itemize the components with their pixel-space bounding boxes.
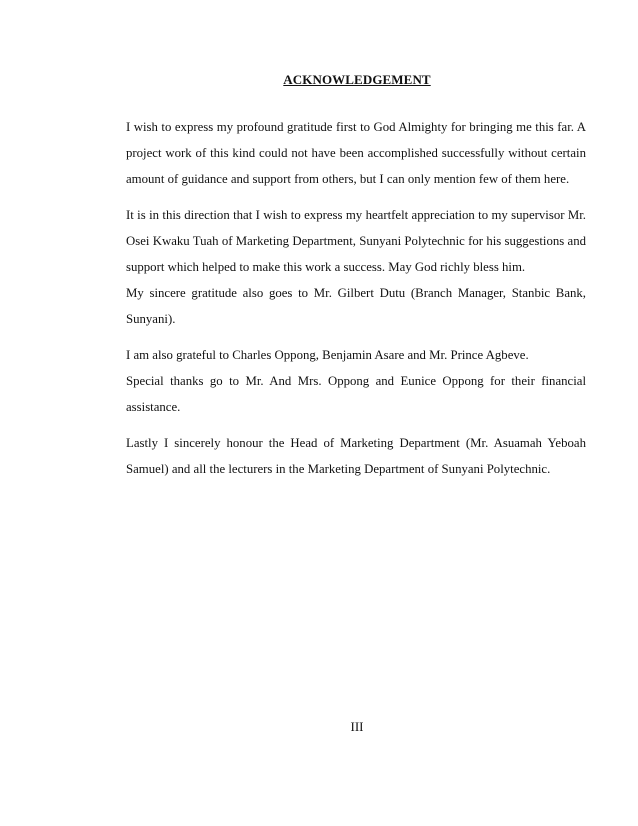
body-text	[126, 114, 586, 482]
page-number: III	[350, 719, 364, 734]
paragraph-supervisor: It is in this direction that I wish to express my heartfelt appreciation to my supervisor Mr. Osei Kwaku Tuah of Marketing Department, Sunyani Polytechnic for his suggestions and support which helped to make this work a success. May God richly bless him.	[126, 208, 586, 274]
paragraph-special-thanks: Special thanks go to Mr. And Mrs. Oppong and Eunice Oppong for their financial assistance.	[126, 374, 586, 414]
paragraph-gap	[126, 192, 586, 202]
paragraph-gap	[126, 332, 586, 342]
paragraph-branch-manager: My sincere gratitude also goes to Mr. Gilbert Dutu (Branch Manager, Stanbic Bank, Sunyani).	[126, 286, 586, 326]
paragraph-lastly: Lastly I sincerely honour the Head of Marketing Department (Mr. Asuamah Yeboah Samuel) and all the lecturers in the Marketing Department of Sunyani Polytechnic.	[126, 436, 586, 476]
paragraph-gap	[126, 420, 586, 430]
paragraph-intro: I wish to express my profound gratitude first to God Almighty for bringing me this far. A project work of this kind could not have been accomplished successfully without certain amount of guidance and support from others, but I can only mention few of them here.	[126, 120, 586, 186]
page-title: ACKNOWLEDGEMENT	[283, 72, 431, 87]
paragraph-grateful: I am also grateful to Charles Oppong, Benjamin Asare and Mr. Prince Agbeve.	[126, 348, 529, 362]
